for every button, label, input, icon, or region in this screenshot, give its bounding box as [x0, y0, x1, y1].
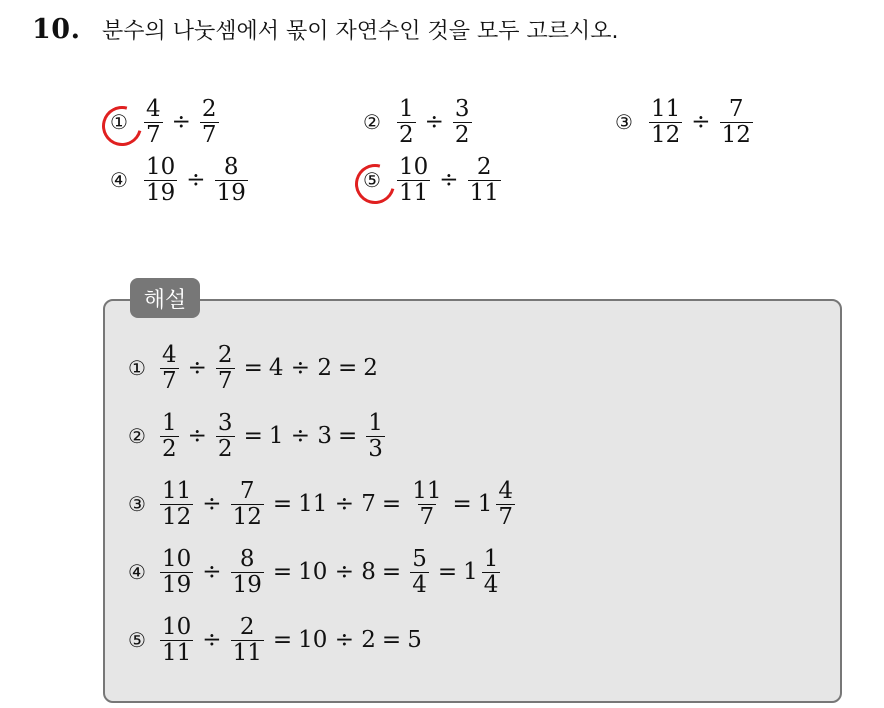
fraction: $\frac{10}{19}$ — [146, 154, 176, 206]
fraction: $\frac{1}{2}$ — [162, 410, 177, 462]
fraction: $\frac{1}{2}$ — [399, 96, 414, 148]
choice-expression — [394, 155, 504, 204]
step: 4 ÷ 2 — [268, 355, 333, 381]
equals-sign: = — [381, 627, 402, 653]
solution-line-1 — [125, 334, 378, 402]
divide-operator: ÷ — [202, 627, 222, 653]
result: 5 — [407, 627, 422, 653]
mixed-number: 1 $\frac{1}{4}$ — [463, 546, 499, 598]
equals-sign: = — [272, 559, 293, 585]
equals-sign: = — [338, 423, 358, 449]
choice-number: ② — [128, 424, 146, 448]
step: 1 ÷ 3 — [268, 423, 333, 449]
choice-number: ③ — [128, 492, 146, 516]
choice-number: ⑤ — [128, 628, 146, 652]
equals-sign: = — [381, 559, 402, 585]
fraction: $\frac{4}{7}$ — [146, 96, 161, 148]
fraction: $\frac{8}{19}$ — [232, 546, 262, 598]
choice-number: ④ — [128, 560, 146, 584]
fraction: $\frac{2}{11}$ — [469, 154, 499, 206]
solution-label: 해설 — [130, 278, 200, 318]
equals-sign: = — [338, 355, 358, 381]
divide-operator: ÷ — [691, 109, 711, 135]
choice-number: ① — [107, 110, 131, 134]
choice-number: ⑤ — [360, 168, 384, 192]
choice-number: ② — [363, 110, 381, 134]
fraction: $\frac{2}{7}$ — [201, 96, 217, 148]
result-fraction: $\frac{1}{3}$ — [368, 410, 383, 462]
step: 10 ÷ 2 — [298, 627, 376, 653]
fraction: $\frac{11}{12}$ — [162, 478, 192, 530]
fraction: $\frac{7}{12}$ — [232, 478, 262, 530]
choice-4[interactable] — [107, 150, 251, 210]
result: 2 — [363, 355, 378, 381]
fraction: $\frac{1}{4}$ — [483, 546, 499, 598]
solution-line-3 — [125, 470, 518, 538]
fraction: $\frac{10}{11}$ — [399, 154, 429, 206]
equals-sign: = — [272, 627, 293, 653]
solution-expression — [157, 479, 518, 528]
equals-sign: = — [243, 355, 263, 381]
step: 11 ÷ 7 — [298, 491, 376, 517]
divide-operator: ÷ — [186, 167, 206, 193]
choice-expression — [141, 97, 222, 146]
mixed-number: 1 $\frac{4}{7}$ — [477, 478, 514, 530]
divide-operator: ÷ — [202, 491, 222, 517]
step: 10 ÷ 8 — [298, 559, 376, 585]
fraction: $\frac{2}{11}$ — [232, 614, 262, 666]
fraction: $\frac{4}{7}$ — [162, 342, 177, 394]
solution-line-4 — [125, 538, 503, 606]
divide-operator: ÷ — [187, 423, 207, 449]
fraction: $\frac{11}{12}$ — [651, 96, 681, 148]
choice-number: ④ — [110, 168, 128, 192]
solution-line-2 — [125, 402, 388, 470]
fraction: $\frac{4}{7}$ — [498, 478, 514, 530]
fraction: $\frac{10}{19}$ — [162, 546, 192, 598]
solution-expression — [157, 343, 378, 392]
result-fraction: $\frac{5}{4}$ — [412, 546, 427, 598]
divide-operator: ÷ — [424, 109, 444, 135]
divide-operator: ÷ — [439, 167, 459, 193]
fraction: $\frac{10}{11}$ — [162, 614, 192, 666]
fraction: $\frac{7}{12}$ — [721, 96, 751, 148]
choice-1[interactable] — [107, 92, 222, 152]
choice-3[interactable] — [612, 92, 756, 152]
fraction: $\frac{8}{19}$ — [216, 154, 246, 206]
solution-line-5 — [125, 606, 422, 674]
choice-5[interactable] — [360, 150, 504, 210]
equals-sign: = — [452, 491, 472, 517]
equals-sign: = — [243, 423, 263, 449]
equals-sign: = — [437, 559, 458, 585]
divide-operator: ÷ — [171, 109, 191, 135]
choice-2[interactable] — [360, 92, 475, 152]
solution-expression — [157, 547, 503, 596]
choice-expression — [646, 97, 756, 146]
divide-operator: ÷ — [187, 355, 207, 381]
equals-sign: = — [381, 491, 402, 517]
equals-sign: = — [272, 491, 293, 517]
solution-expression — [157, 411, 388, 460]
choice-expression — [141, 155, 251, 204]
divide-operator: ÷ — [202, 559, 222, 585]
fraction: $\frac{3}{2}$ — [454, 96, 470, 148]
fraction: $\frac{2}{7}$ — [217, 342, 233, 394]
question-text: 분수의 나눗셈에서 몫이 자연수인 것을 모두 고르시오. — [102, 19, 619, 44]
choice-number: ③ — [615, 110, 633, 134]
result-fraction: $\frac{11}{7}$ — [412, 478, 442, 530]
fraction: $\frac{3}{2}$ — [217, 410, 233, 462]
choice-expression — [394, 97, 475, 146]
question-number: 10. — [32, 14, 81, 45]
choice-number: ① — [128, 356, 146, 380]
solution-expression — [157, 615, 422, 664]
